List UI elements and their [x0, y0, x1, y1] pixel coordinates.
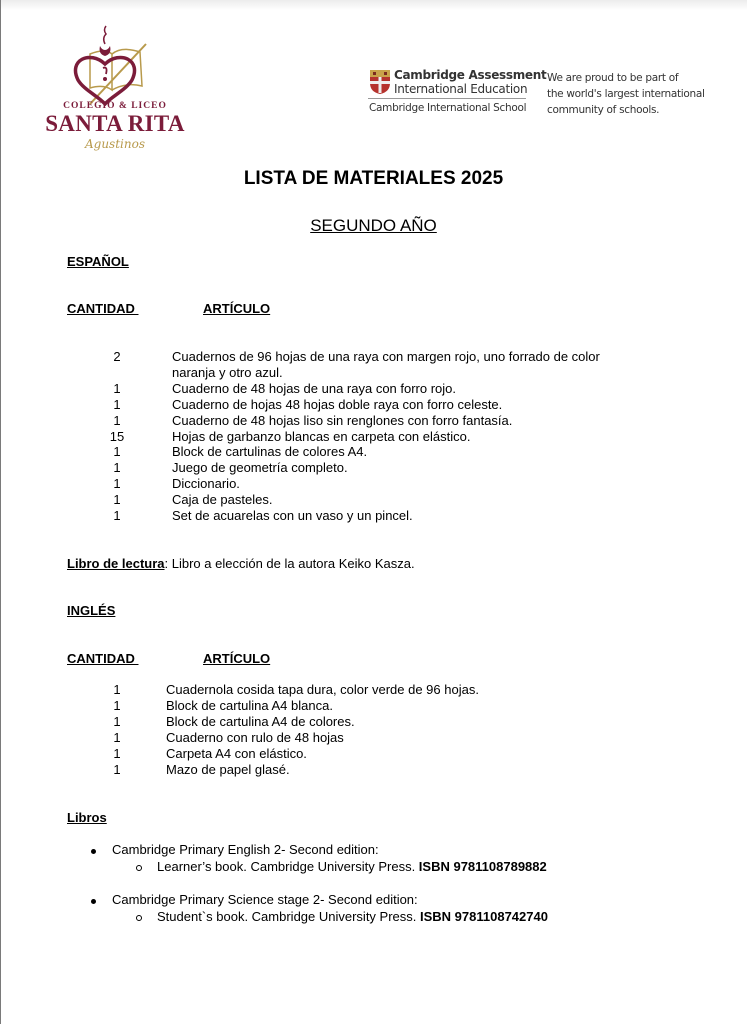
item-desc: Caja de pasteles. [172, 492, 273, 507]
item-desc: Hojas de garbanzo blancas en carpeta con elástico. [172, 429, 471, 444]
top-shade [1, 0, 747, 10]
item-qty: 1 [113, 714, 121, 729]
sub-bullet-icon [136, 865, 142, 871]
item-desc: Block de cartulinas de colores A4. [172, 444, 368, 459]
tagline-line: the world's largest international [547, 88, 705, 100]
cambridge-school: Cambridge International School [369, 102, 527, 114]
tagline-line: We are proud to be part of [547, 72, 679, 84]
item-desc: Cuadernos de 96 hojas de una raya con margen rojo, uno forrado de color [172, 349, 600, 364]
item-desc: Cuaderno de 48 hojas liso sin renglones con forro fantasía. [172, 413, 513, 428]
item-desc: Set de acuarelas con un vaso y un pincel. [172, 508, 413, 523]
item-desc: Cuaderno de hojas 48 hojas doble raya con forro celeste. [172, 397, 503, 412]
item-qty: 1 [113, 476, 121, 491]
book-publisher: Learner’s book. Cambridge University Press. [157, 859, 419, 874]
book-isbn: ISBN 9781108742740 [420, 909, 548, 924]
logo-subtitle: COLEGIO & LICEO [63, 101, 167, 111]
section-heading-espanol: ESPAÑOL [67, 254, 129, 269]
column-header-articulo: ARTÍCULO [203, 301, 271, 316]
logo-script: Agustinos [84, 137, 145, 151]
book-publisher: Student`s book. Cambridge University Press. [157, 909, 420, 924]
cambridge-tagline [547, 70, 705, 118]
column-header-cantidad: CANTIDAD [67, 301, 139, 316]
column-header-cantidad: CANTIDAD [67, 651, 139, 666]
item-qty: 15 [109, 429, 125, 444]
item-desc: Block de cartulina A4 blanca. [166, 698, 333, 713]
item-desc: Juego de geometría completo. [172, 460, 348, 475]
bullet-icon [91, 899, 96, 904]
item-desc: Mazo de papel glasé. [166, 762, 290, 777]
reading-book-label: Libro de lectura [67, 556, 165, 571]
heart-book-emblem-icon [60, 24, 150, 106]
book-isbn: ISBN 9781108789882 [418, 859, 547, 874]
item-desc: Cuaderno de 48 hojas de una raya con forro rojo. [172, 381, 457, 396]
item-qty: 1 [113, 397, 121, 412]
book-title: Cambridge Primary Science stage 2- Second edition: [112, 892, 418, 907]
bullet-icon [91, 849, 96, 854]
tagline-line: community of schools. [547, 104, 660, 116]
item-qty: 1 [113, 762, 121, 777]
item-desc: Carpeta A4 con elástico. [166, 746, 307, 761]
item-qty: 1 [113, 698, 121, 713]
item-qty: 1 [113, 492, 121, 507]
item-qty: 1 [113, 746, 121, 761]
cambridge-shield-icon [369, 69, 391, 95]
cambridge-line1: Cambridge Assessment [394, 68, 547, 82]
book-title: Cambridge Primary English 2- Second edition: [112, 842, 379, 857]
item-qty: 1 [113, 682, 121, 697]
book-detail [157, 909, 548, 924]
reading-book-text: : Libro a elección de la autora Keiko Kasza. [164, 556, 415, 571]
item-qty: 1 [113, 508, 121, 523]
item-desc: Cuaderno con rulo de 48 hojas [166, 730, 344, 745]
item-desc: Diccionario. [172, 476, 240, 491]
item-qty: 1 [113, 730, 121, 745]
logo-name: SANTA RITA [45, 111, 185, 136]
section-heading-libros: Libros [67, 810, 107, 825]
sub-bullet-icon [136, 915, 142, 921]
item-qty: 2 [113, 349, 121, 364]
item-desc: Cuadernola cosida tapa dura, color verde de 96 hojas. [166, 682, 479, 697]
item-desc-cont: naranja y otro azul. [172, 365, 283, 380]
page-edge [0, 0, 1, 1024]
reading-book-note [67, 556, 415, 571]
page-title: LISTA DE MATERIALES 2025 [243, 168, 504, 189]
book-detail [157, 859, 547, 874]
item-qty: 1 [113, 381, 121, 396]
cambridge-line2: International Education [394, 82, 528, 96]
item-qty: 1 [113, 413, 121, 428]
cambridge-divider [368, 98, 526, 99]
page-subtitle: SEGUNDO AÑO [310, 216, 437, 235]
item-desc: Block de cartulina A4 de colores. [166, 714, 355, 729]
item-qty: 1 [113, 460, 121, 475]
column-header-articulo: ARTÍCULO [203, 651, 271, 666]
item-qty: 1 [113, 444, 121, 459]
section-heading-ingles: INGLÉS [67, 603, 116, 618]
